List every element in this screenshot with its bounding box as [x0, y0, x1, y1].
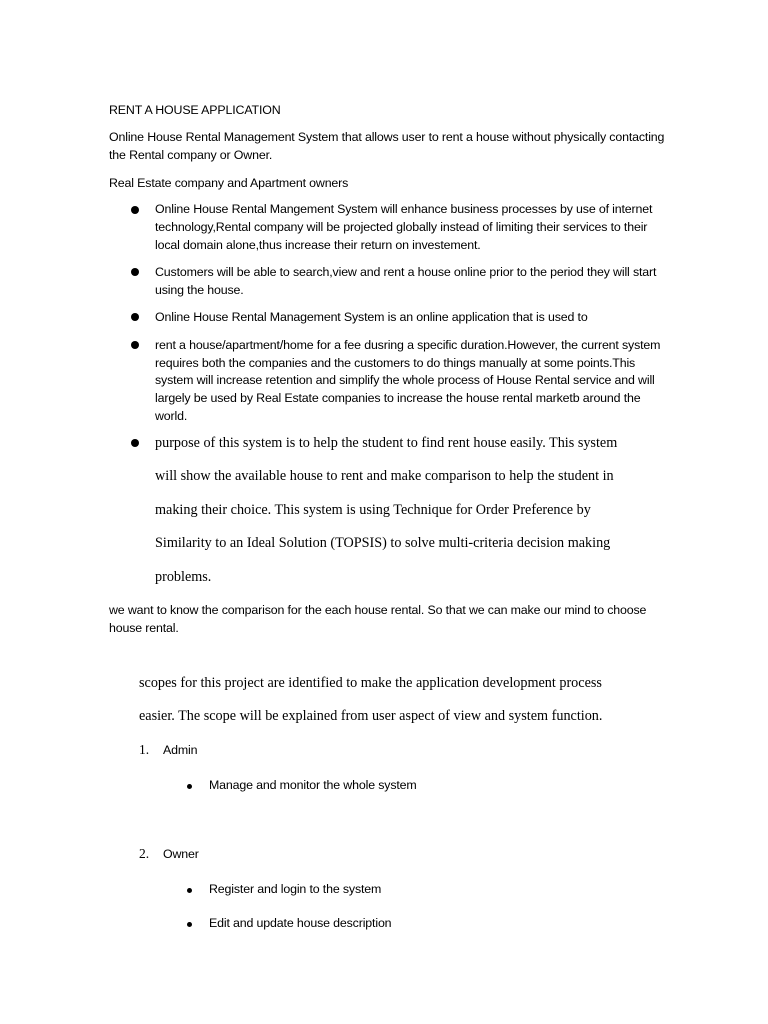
bullet-icon — [131, 206, 139, 214]
bullet-5-line-3: making their choice. This system is using Technique for Order Preference by — [155, 502, 591, 518]
role-1-number: 1. — [139, 742, 150, 757]
comparison-line-2: house rental. — [109, 621, 179, 635]
role-2-name: Owner — [163, 847, 199, 861]
document-title: RENT A HOUSE APPLICATION — [109, 103, 281, 117]
scope-line-1: scopes for this project are identified to make the application development process — [139, 675, 602, 691]
intro-line-1: Online House Rental Management System that allows user to rent a house without physically contacting — [109, 130, 665, 144]
bullet-icon — [131, 439, 139, 447]
bullet-4-line-5: world. — [155, 409, 188, 423]
bullet-4-line-3: system will increase retention and simplify the whole process of House Rental service and will — [155, 373, 655, 387]
bullet-3-line-1: Online House Rental Management System is an online application that is used to — [155, 310, 588, 324]
bullet-5-line-4: Similarity to an Ideal Solution (TOPSIS) to solve multi-criteria decision making — [155, 535, 611, 551]
bullet-1-line-3: local domain alone,thus increase their return on investement. — [155, 238, 481, 252]
bullet-2-line-1: Customers will be able to search,view and rent a house online prior to the period they will start — [155, 265, 657, 279]
bullet-5-line-2: will show the available house to rent and make comparison to help the student in — [155, 468, 614, 484]
role-2-number: 2. — [139, 846, 150, 861]
role-1-task-1: Manage and monitor the whole system — [209, 778, 417, 792]
bullet-4-line-1: rent a house/apartment/home for a fee dusring a specific duration.However, the current system — [155, 338, 661, 352]
bullet-icon — [187, 784, 192, 789]
role-2-task-2: Edit and update house description — [209, 916, 392, 930]
bullet-1-line-2: technology,Rental company will be projected globally instead of limiting their services to their — [155, 220, 648, 234]
bullet-4-line-2: requires both the companies and the customers to do things manually at some points.This — [155, 356, 636, 370]
bullet-5-line-5: problems. — [155, 569, 212, 585]
bullet-1-line-1: Online House Rental Mangement System will enhance business processes by use of internet — [155, 202, 653, 216]
role-1-name: Admin — [163, 743, 198, 757]
intro-line-2: the Rental company or Owner. — [109, 148, 273, 162]
bullet-2-line-2: using the house. — [155, 283, 244, 297]
role-2-task-1: Register and login to the system — [209, 882, 382, 896]
scope-line-2: easier. The scope will be explained from user aspect of view and system function. — [139, 708, 603, 724]
bullet-5-line-1: purpose of this system is to help the student to find rent house easily. This system — [155, 435, 618, 451]
comparison-line-1: we want to know the comparison for the each house rental. So that we can make our mind to choose — [109, 603, 647, 617]
bullet-icon — [131, 341, 139, 349]
bullet-icon — [187, 922, 192, 927]
bullet-icon — [131, 313, 139, 321]
bullet-4-line-4: largely be used by Real Estate companies to increase the house rental marketb around the — [155, 391, 641, 405]
bullet-icon — [131, 268, 139, 276]
audience-line: Real Estate company and Apartment owners — [109, 176, 349, 190]
bullet-icon — [187, 888, 192, 893]
